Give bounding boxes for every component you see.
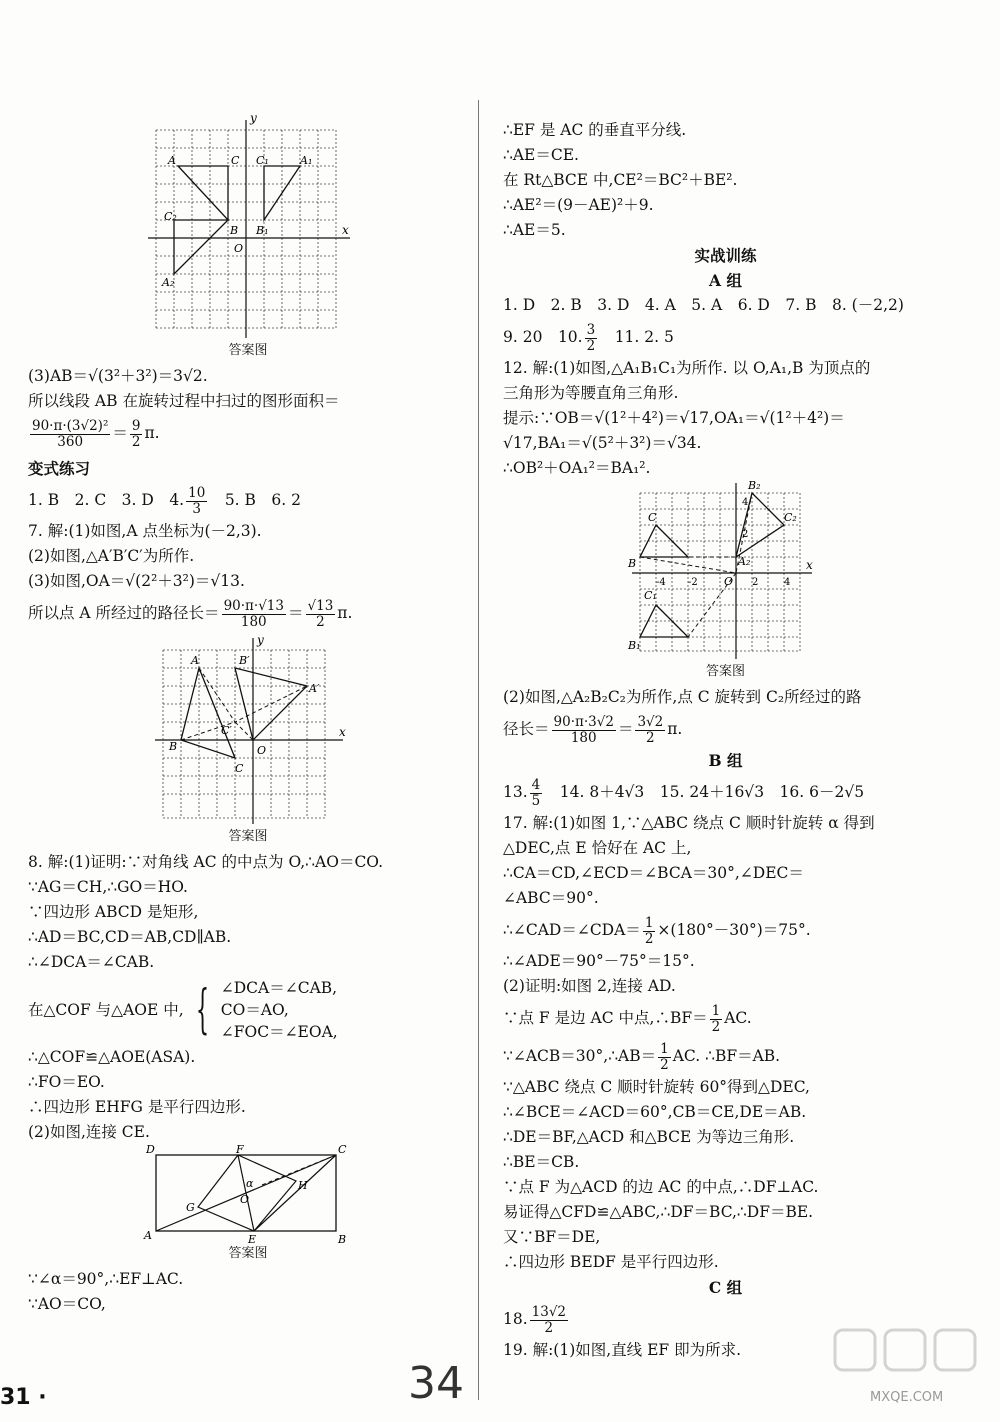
text-line: ∵点 F 为△ACD 的边 AC 的中点,∴DF⊥AC. xyxy=(503,1178,819,1196)
text-line: ∴∠ADE＝90°－75°＝15°. xyxy=(503,952,695,970)
svg-text:C: C xyxy=(235,762,244,775)
svg-text:C′: C′ xyxy=(221,724,232,737)
svg-text:B: B xyxy=(338,1233,347,1245)
svg-text:A: A xyxy=(191,654,199,667)
svg-text:C₁: C₁ xyxy=(256,154,269,167)
text-line: 又∵BF＝DE, xyxy=(503,1228,601,1246)
text-line: 提示:∵OB＝√(1²＋4²)＝√17,OA₁＝√(1²＋4²)＝ xyxy=(503,409,845,427)
svg-text:A₂: A₂ xyxy=(737,555,750,568)
svg-text:y: y xyxy=(257,633,264,647)
svg-text:C₂: C₂ xyxy=(783,511,797,524)
text-line: ∴EF 是 AC 的垂直平分线. xyxy=(503,121,687,139)
svg-text:B₂: B₂ xyxy=(747,481,760,492)
text-line: (3)AB＝√(3²＋3²)＝3√2. xyxy=(28,367,208,385)
text-line: ∴BE＝CB. xyxy=(503,1153,580,1171)
system-of-conditions: 在△COF 与△AOE 中, { ∠DCA＝∠CAB, CO＝AO, ∠FOC＝∠EOA, xyxy=(28,979,338,1041)
fraction: $\frac{9}{2}$ xyxy=(131,417,141,450)
text-line: ∵AG＝CH,∴GO＝HO. xyxy=(28,878,188,896)
fraction: $\frac{1}{2}$ xyxy=(660,1040,669,1073)
text-line: (2)如图,△A₂B₂C₂为所作,点 C 旋转到 C₂所经过的路 xyxy=(503,688,862,706)
formula-line: ∴∠CAD＝∠CDA＝ $\frac{1}{2}$ ×(180°－30°)＝75°. xyxy=(503,914,811,947)
formula-line: $\frac{\text{90·π·(3√2)²}}{360}$ ＝ $\frac{9}{2}$ π. xyxy=(32,417,160,450)
grid-figure-3 xyxy=(626,481,826,663)
fraction: $\frac{90\cdot\pi\cdot 3√2}{180}$ xyxy=(553,713,614,746)
svg-text:G: G xyxy=(186,1201,195,1214)
svg-text:C: C xyxy=(647,511,656,524)
text-line: 7. 解:(1)如图,A 点坐标为(－2,3). xyxy=(28,522,262,540)
fraction: $\frac{13√2}{2}$ xyxy=(531,1303,567,1336)
text-line: ∴AE＝CE. xyxy=(503,146,579,164)
figure-caption: 答案图 xyxy=(705,664,745,679)
svg-text:4: 4 xyxy=(741,497,748,508)
svg-text:B: B xyxy=(627,557,636,570)
svg-text:B: B xyxy=(169,740,178,753)
text-line: ∴CA＝CD,∠ECD＝∠BCA＝30°,∠DEC＝ xyxy=(503,864,804,882)
rectangle-figure xyxy=(138,1145,358,1245)
fraction: $\frac{√13}{2}$ xyxy=(307,597,334,630)
svg-text:O: O xyxy=(257,744,267,757)
svg-text:α: α xyxy=(246,1177,254,1190)
text-line: (2)如图,△A′B′C′为所作. xyxy=(28,547,195,565)
text-line: ∠ABC＝90°. xyxy=(503,889,599,907)
formula-line: 所以点 A 所经过的路径长＝ $\frac{90\cdot\pi\cdot√13}{180}$ ＝ $\frac{√13}{2}$ π. xyxy=(28,597,353,630)
watermark-text: MXQE.COM xyxy=(870,1390,944,1405)
text-line: ∴∠BCE＝∠ACD＝60°,CB＝CE,DE＝AB. xyxy=(503,1103,807,1121)
fraction: $\frac{1}{2}$ xyxy=(711,1002,721,1035)
handwritten-number: 34 xyxy=(408,1358,464,1409)
group-heading: A 组 xyxy=(709,271,742,290)
svg-text:2: 2 xyxy=(741,529,748,540)
text-line: ∴∠DCA＝∠CAB. xyxy=(28,953,155,971)
text-line: ∴四边形 BEDF 是平行四边形. xyxy=(503,1253,719,1271)
svg-text:2: 2 xyxy=(751,577,758,588)
svg-text:B₁: B₁ xyxy=(256,224,269,237)
answer-line: 18. $\frac{13√2}{2}$ xyxy=(503,1303,567,1336)
group-heading: C 组 xyxy=(708,1278,743,1297)
svg-text:A₂: A₂ xyxy=(162,276,175,289)
right-column xyxy=(503,118,948,1363)
text-line: ∴AE²＝(9－AE)²＋9. xyxy=(503,196,654,214)
section-heading: 变式练习 xyxy=(28,459,91,478)
text-line: ∴DE＝BF,△ACD 和△BCE 为等边三角形. xyxy=(503,1128,795,1146)
text-line: ∴FO＝EO. xyxy=(28,1073,105,1091)
group-heading: B 组 xyxy=(708,751,743,770)
fraction: $\frac{4}{5}$ xyxy=(531,776,541,809)
svg-text:A: A xyxy=(168,154,176,167)
text-line: (2)如图,连接 CE. xyxy=(28,1123,150,1141)
text-line: 所以线段 AB 在旋转过程中扫过的图形面积＝ xyxy=(28,392,340,410)
fraction: $\frac{10}{3}$ xyxy=(188,484,206,517)
figure-caption: 答案图 xyxy=(228,829,268,844)
answer-line: 1. B 2. C 3. D 4. $\frac{10}{3}$ 5. B 6. 2 xyxy=(28,484,301,517)
figure-caption: 答案图 xyxy=(228,343,268,358)
formula-line: ∵点 F 是边 AC 中点,∴BF＝ $\frac{1}{2}$ AC. xyxy=(503,1002,752,1035)
text-line: (2)证明:如图 2,连接 AD. xyxy=(503,977,676,995)
svg-text:-2: -2 xyxy=(687,577,698,588)
fraction: $\frac{1}{2}$ xyxy=(644,914,654,947)
text-line: ∴四边形 EHFG 是平行四边形. xyxy=(28,1098,246,1116)
text-line: ∵AO＝CO, xyxy=(28,1295,106,1313)
svg-text:x: x xyxy=(339,725,346,739)
svg-text:B: B xyxy=(230,224,239,237)
text-line: 19. 解:(1)如图,直线 EF 即为所求. xyxy=(503,1341,742,1359)
svg-text:B₁: B₁ xyxy=(627,639,640,652)
text-line: 三角形为等腰直角三角形. xyxy=(503,384,679,402)
text-line: ∵∠α＝90°,∴EF⊥AC. xyxy=(28,1270,184,1288)
left-column xyxy=(28,110,468,1317)
answer-line: 9. 20 10. $\frac{3}{2}$ 11. 2. 5 xyxy=(503,321,674,354)
text-line: 12. 解:(1)如图,△A₁B₁C₁为所作. 以 O,A₁,B 为顶点的 xyxy=(503,359,871,377)
text-line: ∵四边形 ABCD 是矩形, xyxy=(28,903,199,921)
svg-text:x: x xyxy=(342,223,349,237)
svg-text:4: 4 xyxy=(783,577,790,588)
formula-line: ∵∠ACB＝30°,∴AB＝ $\frac{1}{2}$ AC. ∴BF＝AB. xyxy=(503,1040,781,1073)
answer-line: 13. $\frac{4}{5}$ 14. 8＋4√3 15. 24＋16√3 16. 6－2√5 xyxy=(503,776,865,809)
figure-caption: 答案图 xyxy=(228,1246,268,1261)
svg-text:O: O xyxy=(723,575,733,588)
section-heading: 实战训练 xyxy=(694,246,757,265)
svg-text:F: F xyxy=(236,1145,244,1156)
page-number: 31 · xyxy=(0,1385,47,1410)
fraction: $\frac{\text{90·π·(3√2)²}}{360}$ xyxy=(32,417,109,450)
text-line: ∴OB²＋OA₁²＝BA₁². xyxy=(503,459,651,477)
svg-text:-4: -4 xyxy=(655,577,666,588)
svg-text:O: O xyxy=(240,1193,250,1206)
text-line: 17. 解:(1)如图 1,∵△ABC 绕点 C 顺时针旋转 α 得到 xyxy=(503,814,875,832)
text-line: ∴AD＝BC,CD＝AB,CD∥AB. xyxy=(28,928,232,946)
fraction: $\frac{3√2}{2}$ xyxy=(637,713,664,746)
grid-figure-2 xyxy=(143,632,353,828)
formula-line: 径长＝ $\frac{90\cdot\pi\cdot 3√2}{180}$ ＝ $\frac{3√2}{2}$ π. xyxy=(503,713,683,746)
svg-text:C₁: C₁ xyxy=(643,589,657,602)
svg-text:x: x xyxy=(805,558,813,572)
text-line: △DEC,点 E 恰好在 AC 上, xyxy=(503,839,692,857)
svg-text:B′: B′ xyxy=(239,654,250,667)
text-line: 8. 解:(1)证明:∵对角线 AC 的中点为 O,∴AO＝CO. xyxy=(28,853,384,871)
text-line: 在 Rt△BCE 中,CE²＝BC²＋BE². xyxy=(503,171,738,189)
svg-text:A: A xyxy=(144,1229,152,1242)
fraction: $\frac{90\cdot\pi\cdot√13}{180}$ xyxy=(223,597,284,630)
svg-text:E: E xyxy=(248,1233,257,1245)
svg-text:H: H xyxy=(298,1179,308,1192)
svg-text:y: y xyxy=(250,111,257,125)
answer-line: 1. D 2. B 3. D 4. A 5. A 6. D 7. B 8. (－2,2) xyxy=(503,296,904,314)
svg-text:A′: A′ xyxy=(309,682,320,695)
svg-text:C: C xyxy=(338,1145,347,1156)
grid-figure-1 xyxy=(138,110,358,342)
text-line: √17,BA₁＝√(5²＋3²)＝√34. xyxy=(503,434,702,452)
text-line: ∴AE＝5. xyxy=(503,221,566,239)
svg-text:O: O xyxy=(234,242,244,255)
svg-text:A₁: A₁ xyxy=(300,154,313,167)
text-line: ∴△COF≌△AOE(ASA). xyxy=(28,1048,196,1066)
text-line: (3)如图,OA＝√(2²＋3²)＝√13. xyxy=(28,572,245,590)
svg-text:C₂: C₂ xyxy=(164,210,177,223)
svg-text:D: D xyxy=(146,1145,155,1156)
text-line: ∵△ABC 绕点 C 顺时针旋转 60°得到△DEC, xyxy=(503,1078,810,1096)
fraction: $\frac{3}{2}$ xyxy=(586,321,596,354)
svg-text:C: C xyxy=(231,154,240,167)
column-divider xyxy=(478,100,479,1400)
text-line: 易证得△CFD≌△ABC,∴DF＝BC,∴DF＝BE. xyxy=(503,1203,814,1221)
